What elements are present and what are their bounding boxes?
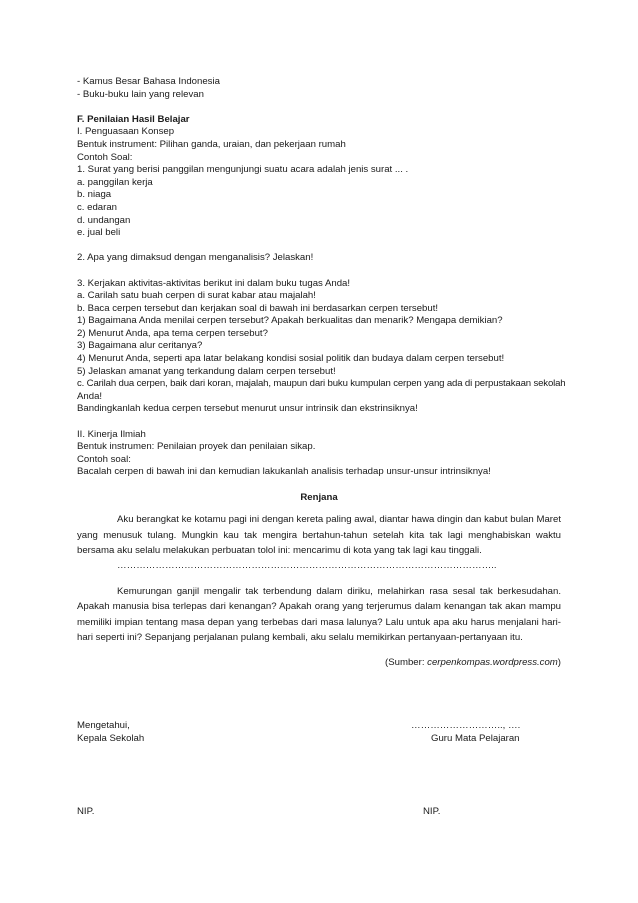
section-heading: F. Penilaian Hasil Belajar: [77, 113, 190, 125]
signature-block: [77, 720, 561, 745]
task-text: Bacalah cerpen di bawah ini dan kemudian lakukanlah analisis terhadap unsur-unsur intrinsiknya!: [77, 466, 491, 478]
question-3-line: 2) Menurut Anda, apa tema cerpen tersebut?: [77, 327, 268, 339]
question-3-line: b. Baca cerpen tersebut dan kerjakan soal di bawah ini berdasarkan cerpen tersebut!: [77, 302, 439, 314]
option-d: d. undangan: [77, 214, 131, 226]
story-paragraph: Aku berangkat ke kotamu pagi ini dengan kereta paling awal, diantar hawa dingin dan kabut bulan Maret yang menusuk tulang. Mungkin kau tak mengira bertahun-tahun setelah kita tak lagi menghabiskan waktu bersama aku selalu melakukan perbuatan tolol ini: mencarimu di kota yang tak lagi kau tinggali.: [77, 514, 561, 556]
option-a: a. panggilan kerja: [77, 176, 153, 188]
question-3-line: 4) Menurut Anda, seperti apa latar belakang kondisi sosial politik dan budaya dalam cerpen tersebut!: [77, 353, 505, 365]
signature-right-date: ……………………….., ….: [411, 720, 521, 732]
document-page: [77, 76, 566, 818]
question-3-line: 3. Kerjakan aktivitas-aktivitas berikut ini dalam buku tugas Anda!: [77, 277, 351, 289]
nip-right: NIP.: [423, 805, 441, 817]
question-3-line: c. Carilah dua cerpen, baik dari koran, majalah, maupun dari buku kumpulan cerpen yang ada di perpustakaan sekolah: [77, 378, 566, 390]
question-3-line: Anda!: [77, 390, 103, 402]
part-title: I. Penguasaan Konsep: [77, 126, 175, 138]
signature-left-label: Mengetahui,: [77, 720, 130, 732]
question-3-line: 1) Bagaimana Anda menilai cerpen tersebut? Apakah berkualitas dan menarik? Mengapa demikian?: [77, 315, 503, 327]
option-e: e. jual beli: [77, 227, 121, 239]
story-paragraph: Kemurungan ganjil mengalir tak terbendung dalam diriku, melahirkan rasa sesal tak berkesudahan. Apakah manusia bisa terlepas dari kenangan? Apakah orang yang terjerumus dalam kenangan tak akan mampu memiliki impian tentang masa depan yang terbebas dari masa lalunya? Lalu untuk apa aku harus menjalani hari-hari seperti ini? Sepanjang perjalanan pulang kembali, aku selalu memikirkan pertanyaan-pertanyaan itu.: [77, 585, 561, 644]
option-c: c. edaran: [77, 201, 118, 213]
instrument-text: Bentuk instrumen: Penilaian proyek dan penilaian sikap.: [77, 441, 316, 453]
nip-left: NIP.: [77, 805, 95, 817]
nip-row: [77, 806, 561, 819]
question-1: 1. Surat yang berisi panggilan mengunjungi suatu acara adalah jenis surat ... .: [77, 164, 409, 176]
question-3-line: Bandingkanlah kedua cerpen tersebut menurut unsur intrinsik dan ekstrinsiknya!: [77, 403, 418, 415]
signature-right-role: Guru Mata Pelajaran: [431, 733, 520, 745]
reference-item: - Kamus Besar Bahasa Indonesia: [77, 76, 220, 87]
example-label: Contoh Soal:: [77, 151, 133, 163]
source-citation: (Sumber: cerpenkompas.wordpress.com): [385, 657, 561, 669]
option-b: b. niaga: [77, 189, 112, 201]
instrument-text: Bentuk instrument: Pilihan ganda, uraian, dan pekerjaan rumah: [77, 138, 346, 150]
question-2: 2. Apa yang dimaksud dengan menganalisis? Jelaskan!: [77, 252, 314, 264]
part-title: II. Kinerja Ilmiah: [77, 428, 146, 440]
source-site: cerpenkompas.wordpress.com: [427, 657, 558, 669]
question-3-line: 3) Bagaimana alur ceritanya?: [77, 340, 203, 352]
ellipsis-line: ………………………………………………………………………………………………………..: [117, 560, 497, 572]
question-3-line: a. Carilah satu buah cerpen di surat kabar atau majalah!: [77, 290, 316, 302]
question-3-line: 5) Jelaskan amanat yang terkandung dalam cerpen tersebut!: [77, 365, 336, 377]
example-label: Contoh soal:: [77, 453, 131, 465]
signature-left-role: Kepala Sekolah: [77, 733, 145, 745]
story-title: Renjana: [300, 491, 338, 503]
reference-item: - Buku-buku lain yang relevan: [77, 88, 204, 100]
